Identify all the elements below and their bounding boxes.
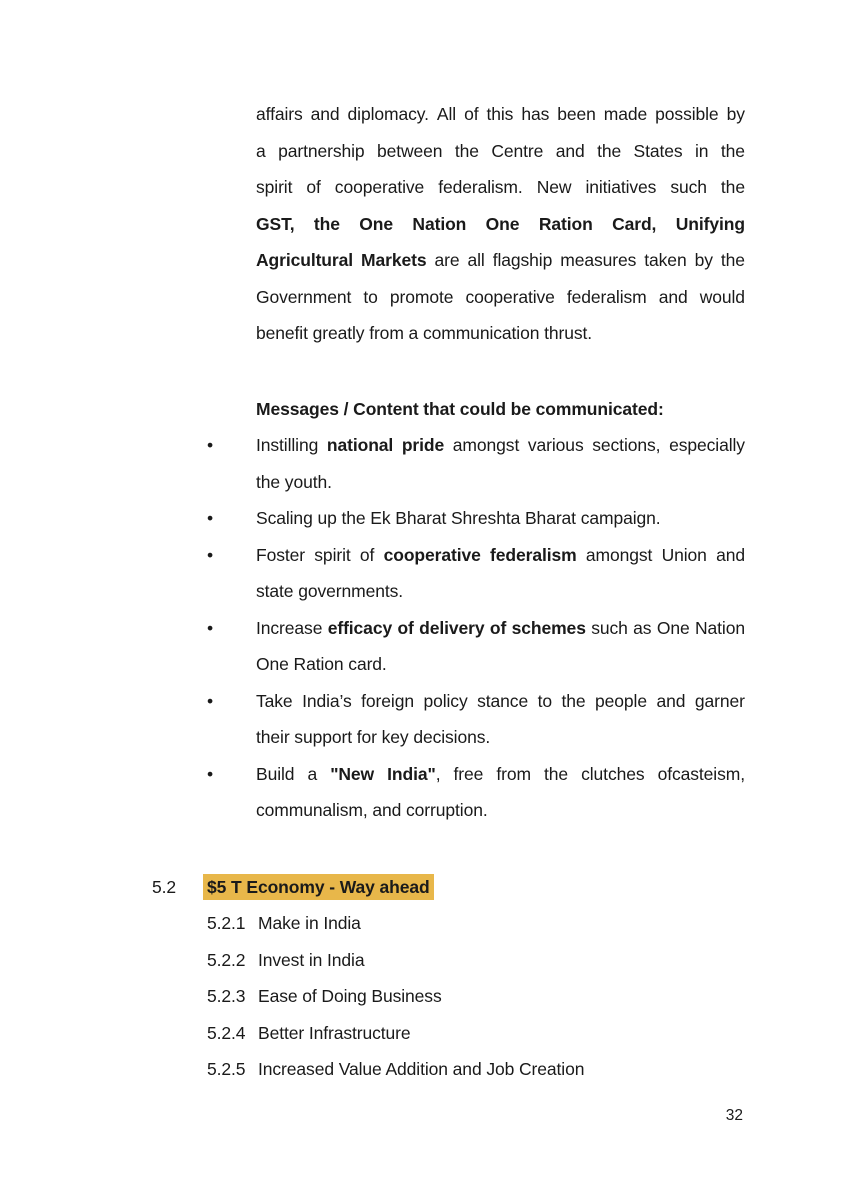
text-line: Take India’s foreign policy stance to the people and garner xyxy=(256,690,745,711)
bullet-icon: • xyxy=(207,435,214,455)
text-line: Build a "New India", free from the clutches ofcasteism, xyxy=(256,763,745,784)
text-line: Foster spirit of cooperative federalism amongst Union and xyxy=(256,544,745,565)
subsection-number: 5.2.4 xyxy=(207,1022,246,1043)
text-line: GST, the One Nation One Ration Card, Unifying xyxy=(256,213,745,234)
subsection-number: 5.2.5 xyxy=(207,1059,246,1079)
bullet-text xyxy=(256,427,745,500)
bullet-text xyxy=(256,610,745,683)
text-line: state governments. xyxy=(256,581,404,601)
bullet-text xyxy=(256,756,745,829)
subsection-number: 5.2.2 xyxy=(207,949,246,970)
bullet-text xyxy=(256,537,745,610)
subsection-item xyxy=(207,1015,848,1052)
text-line: a partnership between the Centre and the States in the xyxy=(256,140,745,161)
text-line: Agricultural Markets are all flagship measures taken by the xyxy=(256,250,745,270)
text-line: affairs and diplomacy. All of this has been made possible by xyxy=(256,104,745,124)
bullet-icon: • xyxy=(207,690,214,711)
bullet-icon: • xyxy=(207,763,214,784)
text-line: Government to promote cooperative federalism and would xyxy=(256,286,745,307)
section-title: $5 T Economy - Way ahead xyxy=(203,874,434,900)
bullet-icon: • xyxy=(207,617,214,638)
text-line: spirit of cooperative federalism. New initiatives such the xyxy=(256,177,745,197)
text-line: the youth. xyxy=(256,471,332,492)
text-line: communalism, and corruption. xyxy=(256,800,488,820)
bullet-icon: • xyxy=(207,544,214,565)
subsection-number: 5.2.3 xyxy=(207,986,246,1006)
text-line: Instilling national pride amongst various sections, especially xyxy=(256,435,745,455)
body-paragraph xyxy=(256,96,745,352)
bullet-icon: • xyxy=(207,508,214,528)
subsection-number: 5.2.1 xyxy=(207,913,246,933)
messages-heading: Messages / Content that could be communicated: xyxy=(256,398,664,419)
subsection-item xyxy=(207,905,848,942)
text-line: One Ration card. xyxy=(256,654,387,674)
bullet-item xyxy=(207,500,745,537)
subsection-label: Invest in India xyxy=(258,949,365,970)
text-line: Increase efficacy of delivery of schemes such as One Nation xyxy=(256,617,745,638)
subsection-item xyxy=(207,1051,848,1088)
bullet-item xyxy=(207,610,745,683)
text-line: benefit greatly from a communication thrust. xyxy=(256,323,593,343)
section-number: 5.2 xyxy=(152,876,177,897)
page-number: 32 xyxy=(725,1107,743,1124)
bullet-text xyxy=(256,683,745,756)
section-heading-row xyxy=(152,869,848,906)
bullet-item xyxy=(207,427,745,500)
subsection-item xyxy=(207,942,848,979)
subsection-label: Increased Value Addition and Job Creation xyxy=(258,1059,585,1079)
text-line: their support for key decisions. xyxy=(256,727,491,747)
text-line: Scaling up the Ek Bharat Shreshta Bharat campaign. xyxy=(256,508,661,528)
subsection-label: Ease of Doing Business xyxy=(258,986,442,1006)
bullet-text xyxy=(256,500,745,537)
bullet-item xyxy=(207,756,745,829)
bullet-item xyxy=(207,683,745,756)
subsection-label: Better Infrastructure xyxy=(258,1022,411,1043)
bullet-list xyxy=(0,427,848,829)
subsection-item xyxy=(207,978,848,1015)
bullet-item xyxy=(207,537,745,610)
subsection-list xyxy=(207,905,848,1088)
subsection-label: Make in India xyxy=(258,913,361,933)
